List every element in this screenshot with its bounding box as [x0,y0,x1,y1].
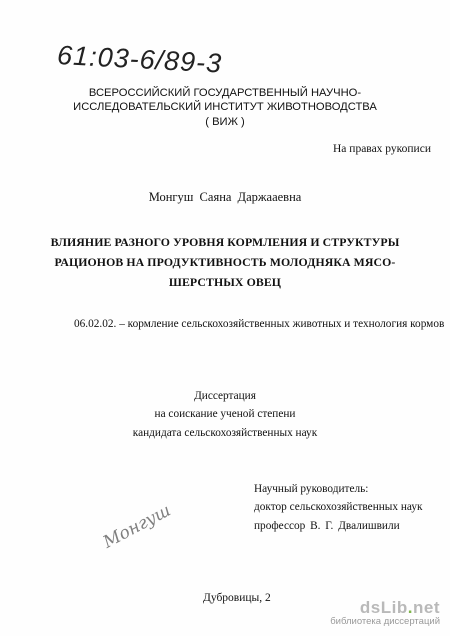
specialty-code: 06.02.02. – кормление сельскохозяйственных животных и технология кормов [74,318,445,330]
degree-name: кандидата сельскохозяйственных наук [132,427,318,439]
institute-line-1: ВСЕРОССИЙСКИЙ ГОСУДАРСТВЕННЫЙ НАУЧНО- [88,87,362,99]
manuscript-rights-note: На правах рукописи [333,143,431,155]
dissertation-title-line-1: ВЛИЯНИЕ РАЗНОГО УРОВНЯ КОРМЛЕНИЯ И СТРУКТУРЫ [50,235,400,249]
archive-stamp: 61:03-6/89-3 [56,40,223,79]
institute-line-2: ИССЛЕДОВАТЕЛЬСКИЙ ИНСТИТУТ ЖИВОТНОВОДСТВА [73,101,377,113]
watermark-subtitle: библиотека диссертаций [330,616,440,627]
watermark-tld: net [413,598,440,617]
dissertation-title-line-3: ШЕРСТНЫХ ОВЕЦ [168,275,282,289]
dslib-watermark [330,599,440,628]
handwritten-signature: Монгуш [100,500,175,553]
institute-abbreviation: ( ВИЖ ) [205,116,245,128]
author-name: Монгуш Саяна Даржааевна [148,190,302,204]
dissertation-label: Диссертация [194,390,256,402]
supervisor-name: профессор В. Г. Двалишвили [254,520,400,532]
place-and-year: Дубровицы, 2 [203,592,271,604]
dissertation-title-line-2: РАЦИОНОВ НА ПРОДУКТИВНОСТЬ МОЛОДНЯКА МЯСО- [54,255,396,269]
watermark-brand: dsLib [359,598,408,617]
degree-purpose: на соискание ученой степени [154,408,296,420]
watermark-dot: . [407,598,413,617]
watermark-logo [330,599,440,616]
supervisor-heading: Научный руководитель: [254,483,369,495]
supervisor-degree: доктор сельскохозяйственных наук [254,501,423,513]
